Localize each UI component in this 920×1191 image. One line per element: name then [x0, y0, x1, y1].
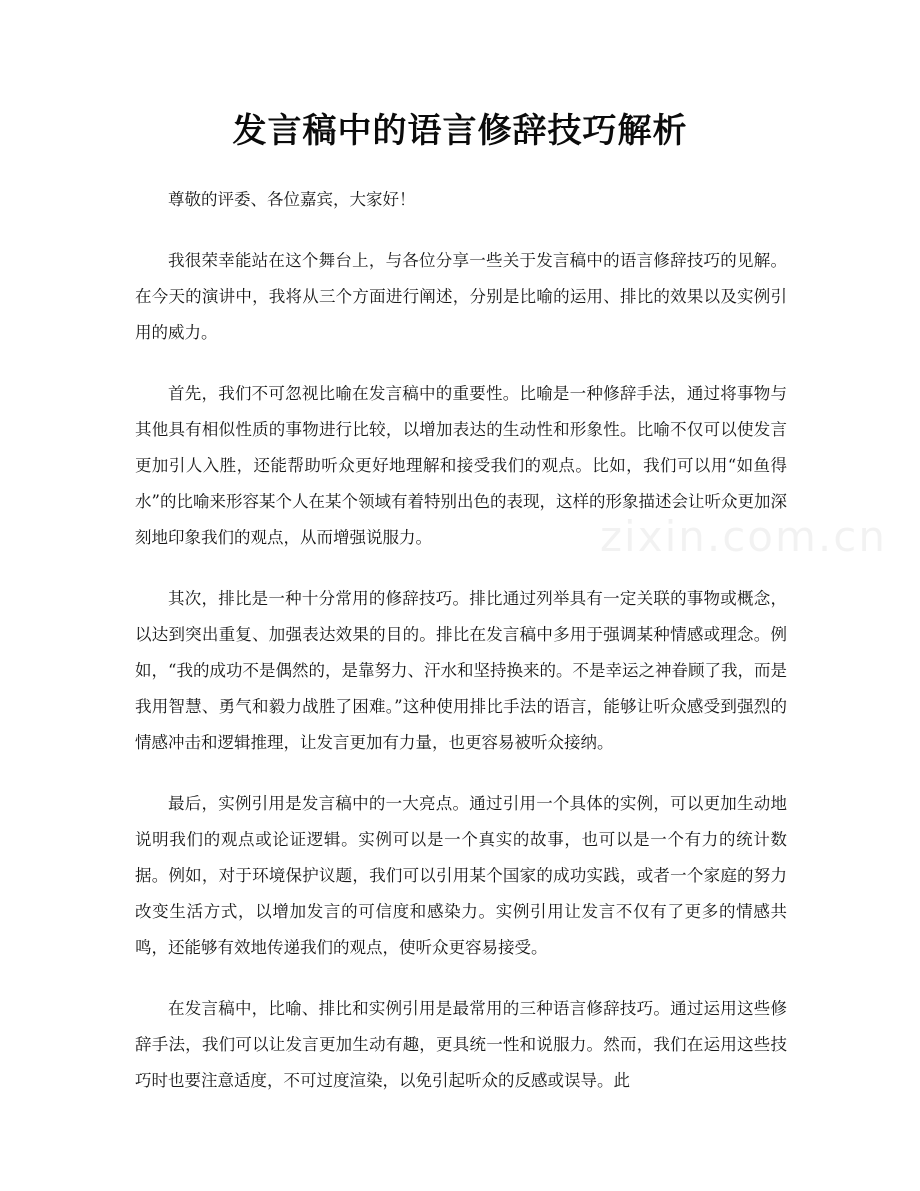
document-body	[135, 182, 787, 1124]
paragraph-greeting: 尊敬的评委、各位嘉宾，大家好！	[168, 190, 416, 209]
watermark: zixin.com.cn	[600, 512, 887, 561]
paragraph-intro: 我很荣幸能站在这个舞台上，与各位分享一些关于发言稿中的语言修辞技巧的见解。在今天的演讲中，我将从三个方面进行阐述，分别是比喻的运用、排比的效果以及实例引用的威力。	[135, 251, 787, 342]
document-title: 发言稿中的语言修辞技巧解析	[232, 111, 688, 151]
paragraph-parallelism: 其次，排比是一种十分常用的修辞技巧。排比通过列举具有一定关联的事物或概念，以达到突出重复、加强表达效果的目的。排比在发言稿中多用于强调某种情感或理念。例如，“我的成功不是偶然的，是靠努力、汗水和坚持换来的。不是幸运之神眷顾了我，而是我用智慧、勇气和毅力战胜了困难。”这种使用排比手法的语言，能够让听众感受到强烈的情感冲击和逻辑推理，让发言更加有力量，也更容易被听众接纳。	[135, 589, 787, 752]
paragraph-metaphor: 首先，我们不可忽视比喻在发言稿中的重要性。比喻是一种修辞手法，通过将事物与其他具有相似性质的事物进行比较，以增加表达的生动性和形象性。比喻不仅可以使发言更加引人入胜，还能帮助听众更好地理解和接受我们的观点。比如，我们可以用“如鱼得水”的比喻来形容某个人在某个领域有着特别出色的表现，这样的形象描述会让听众更加深刻地印象我们的观点，从而增强说服力。	[135, 384, 787, 547]
paragraph-conclusion: 在发言稿中，比喻、排比和实例引用是最常用的三种语言修辞技巧。通过运用这些修辞手法，我们可以让发言更加生动有趣，更具统一性和说服力。然而，我们在运用这些技巧时也要注意适度，不可过度渲染，以免引起听众的反感或误导。此	[135, 999, 787, 1090]
paragraph-examples: 最后，实例引用是发言稿中的一大亮点。通过引用一个具体的实例，可以更加生动地说明我们的观点或论证逻辑。实例可以是一个真实的故事，也可以是一个有力的统计数据。例如，对于环境保护议题，我们可以引用某个国家的成功实践，或者一个家庭的努力改变生活方式，以增加发言的可信度和感染力。实例引用让发言不仅有了更多的情感共鸣，还能够有效地传递我们的观点，使听众更容易接受。	[135, 794, 787, 957]
